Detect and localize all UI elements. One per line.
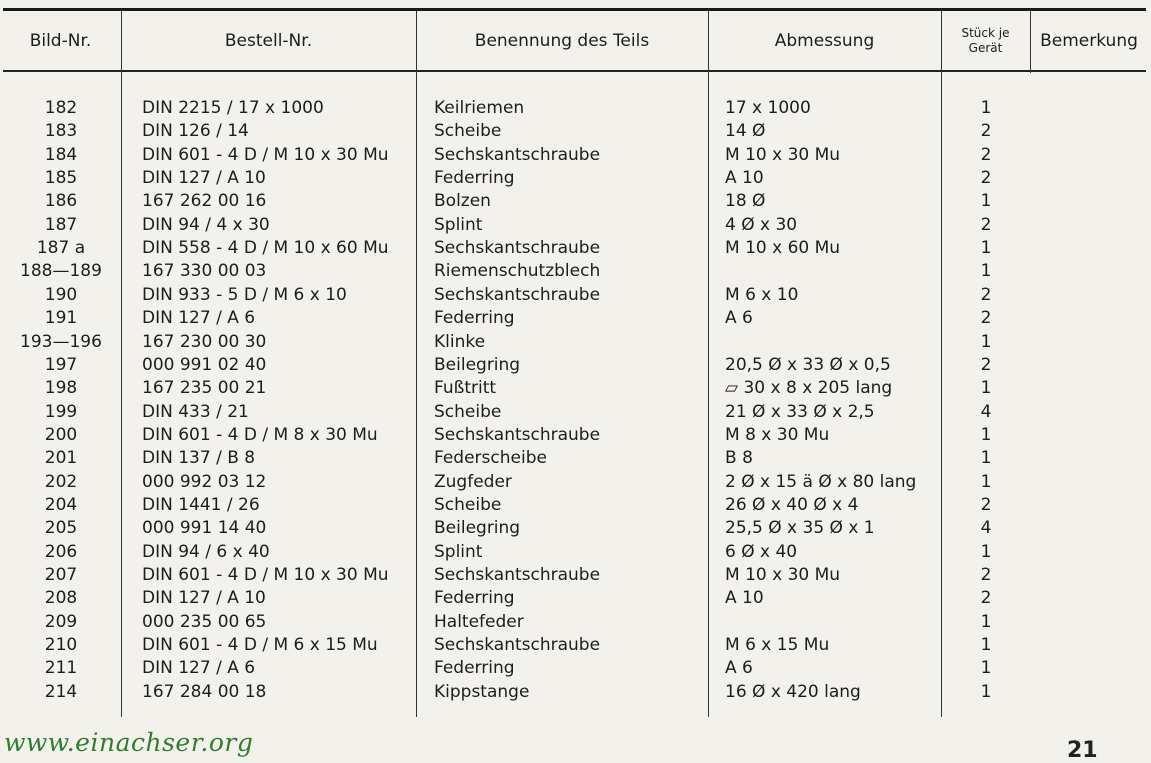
cell-bestell-nr: DIN 601 - 4 D / M 10 x 30 Mu: [142, 144, 389, 165]
table-row: [0, 191, 1151, 214]
cell-bestell-nr: DIN 2215 / 17 x 1000: [142, 98, 324, 118]
cell-bestell-nr: 000 991 02 40: [142, 354, 267, 375]
cell-bild-nr: 200: [44, 424, 78, 445]
cell-benennung: Fußtritt: [434, 378, 497, 399]
cell-abmessung: A 10: [725, 588, 764, 609]
page-number: 21: [1067, 738, 1098, 763]
cell-stueck: 1: [980, 471, 992, 492]
cell-bild-nr: 190: [44, 284, 78, 305]
table-row: [0, 378, 1151, 401]
table-row: [0, 425, 1151, 448]
cell-benennung: Klinke: [434, 331, 486, 352]
cell-bild-nr: 187 a: [36, 238, 86, 259]
cell-stueck: 1: [980, 238, 992, 259]
cell-abmessung: M 6 x 15 Mu: [725, 635, 830, 656]
cell-bestell-nr: 000 992 03 12: [142, 471, 267, 492]
table-row: [0, 145, 1151, 168]
cell-benennung: Scheibe: [434, 494, 502, 515]
cell-bestell-nr: DIN 601 - 4 D / M 6 x 15 Mu: [142, 635, 378, 656]
cell-bestell-nr: 167 330 00 03: [142, 261, 267, 282]
cell-bild-nr: 187: [44, 214, 78, 235]
cell-abmessung: 20,5 Ø x 33 Ø x 0,5: [725, 354, 891, 375]
cell-abmessung: M 10 x 30 Mu: [725, 565, 841, 585]
cell-bild-nr: 206: [44, 541, 78, 562]
table-row: [0, 238, 1151, 261]
table-row: [0, 261, 1151, 284]
cell-abmessung: 16 Ø x 420 lang: [725, 681, 861, 702]
table-row: [0, 612, 1151, 635]
cell-stueck: 4: [980, 518, 992, 539]
cell-stueck: 2: [980, 144, 992, 165]
cell-benennung: Federring: [434, 658, 515, 679]
table-top-rule: [3, 8, 1146, 11]
cell-bestell-nr: DIN 137 / B 8: [142, 448, 256, 469]
cell-bild-nr: 209: [44, 611, 78, 632]
cell-bild-nr: 205: [44, 518, 78, 539]
cell-bestell-nr: 167 230 00 30: [142, 331, 267, 352]
cell-stueck: 1: [980, 611, 992, 632]
table-row: [0, 565, 1151, 588]
cell-benennung: Sechskantschraube: [434, 144, 601, 165]
cell-stueck: 1: [980, 191, 992, 212]
header-stueck-line2: Gerät: [968, 41, 1003, 55]
cell-benennung: Kippstange: [434, 681, 530, 702]
cell-stueck: 2: [980, 494, 992, 515]
cell-bild-nr: 193—196: [20, 331, 102, 352]
cell-abmessung: 14 Ø: [725, 121, 766, 142]
header-bemerkung: Bemerkung: [1040, 31, 1138, 51]
cell-bild-nr: 184: [44, 144, 78, 165]
cell-benennung: Splint: [434, 214, 483, 235]
table-row: [0, 285, 1151, 308]
cell-stueck: 1: [980, 541, 992, 562]
cell-bild-nr: 204: [44, 494, 78, 515]
cell-bild-nr: 202: [44, 471, 78, 492]
cell-bild-nr: 188—189: [20, 261, 102, 282]
header-benennung: Benennung des Teils: [474, 31, 650, 51]
watermark-url: www.einachser.org: [4, 728, 254, 757]
cell-abmessung: A 6: [725, 658, 753, 679]
cell-abmessung: 21 Ø x 33 Ø x 2,5: [725, 401, 875, 422]
cell-stueck: 2: [980, 354, 992, 375]
cell-bestell-nr: DIN 127 / A 10: [142, 588, 266, 609]
cell-bestell-nr: 000 235 00 65: [142, 611, 267, 632]
cell-abmessung: 6 Ø x 40: [725, 541, 798, 562]
cell-bestell-nr: DIN 127 / A 6: [142, 658, 256, 679]
table-row: [0, 542, 1151, 565]
cell-bild-nr: 199: [44, 401, 78, 422]
table-row: [0, 402, 1151, 425]
cell-bild-nr: 201: [44, 448, 78, 469]
cell-stueck: 1: [980, 658, 992, 679]
cell-benennung: Bolzen: [434, 191, 491, 212]
cell-bild-nr: 207: [44, 565, 78, 585]
cell-abmessung: 26 Ø x 40 Ø x 4: [725, 494, 859, 515]
table-row: [0, 472, 1151, 495]
cell-bild-nr: 191: [44, 308, 78, 329]
cell-bild-nr: 211: [44, 658, 78, 679]
cell-bestell-nr: DIN 601 - 4 D / M 10 x 30 Mu: [142, 565, 389, 585]
header-bestell-nr: Bestell-Nr.: [224, 31, 313, 51]
cell-abmessung: B 8: [725, 448, 753, 469]
cell-benennung: Riemenschutzblech: [434, 261, 601, 282]
table-row: [0, 308, 1151, 331]
cell-bild-nr: 214: [44, 681, 78, 702]
cell-abmessung: 25,5 Ø x 35 Ø x 1: [725, 518, 875, 539]
cell-abmessung: 2 Ø x 15 ä Ø x 80 lang: [725, 471, 917, 492]
table-row: [0, 332, 1151, 355]
cell-benennung: Sechskantschraube: [434, 238, 601, 259]
table-row: [0, 355, 1151, 378]
cell-bestell-nr: 167 262 00 16: [142, 191, 267, 212]
cell-bild-nr: 210: [44, 635, 78, 656]
header-bild-nr: Bild-Nr.: [29, 31, 92, 51]
cell-abmessung: M 10 x 60 Mu: [725, 238, 841, 259]
header-bottom-rule: [3, 70, 1146, 72]
cell-bild-nr: 198: [44, 378, 78, 399]
cell-benennung: Scheibe: [434, 121, 502, 142]
cell-benennung: Sechskantschraube: [434, 635, 601, 656]
cell-benennung: Federring: [434, 168, 515, 189]
header-abmessung: Abmessung: [774, 31, 875, 51]
cell-bestell-nr: 167 284 00 18: [142, 681, 267, 702]
cell-stueck: 1: [980, 681, 992, 702]
cell-bestell-nr: 000 991 14 40: [142, 518, 267, 539]
cell-bild-nr: 182: [44, 98, 78, 118]
table-row: [0, 448, 1151, 471]
cell-bestell-nr: DIN 94 / 6 x 40: [142, 541, 270, 562]
cell-benennung: Federscheibe: [434, 448, 547, 469]
header-stueck-line1: Stück je: [961, 26, 1010, 40]
table-row: [0, 635, 1151, 658]
cell-stueck: 1: [980, 448, 992, 469]
cell-bestell-nr: DIN 601 - 4 D / M 8 x 30 Mu: [142, 424, 378, 445]
cell-stueck: 4: [980, 401, 992, 422]
table-row: [0, 98, 1151, 121]
cell-bild-nr: 183: [44, 121, 78, 142]
table-row: [0, 168, 1151, 191]
cell-stueck: 2: [980, 168, 992, 189]
cell-benennung: Beilegring: [434, 354, 521, 375]
cell-bestell-nr: DIN 933 - 5 D / M 6 x 10: [142, 284, 347, 305]
cell-abmessung: 17 x 1000: [725, 98, 811, 118]
cell-bestell-nr: DIN 558 - 4 D / M 10 x 60 Mu: [142, 238, 389, 259]
cell-abmessung: A 6: [725, 308, 753, 329]
table-row: [0, 495, 1151, 518]
cell-benennung: Beilegring: [434, 518, 521, 539]
cell-bestell-nr: DIN 94 / 4 x 30: [142, 214, 270, 235]
cell-abmessung: 18 Ø: [725, 191, 766, 212]
cell-bestell-nr: DIN 433 / 21: [142, 401, 249, 422]
cell-benennung: Sechskantschraube: [434, 424, 601, 445]
cell-abmessung: 4 Ø x 30: [725, 214, 798, 235]
table-row: [0, 215, 1151, 238]
cell-bild-nr: 185: [44, 168, 78, 189]
cell-abmessung: M 10 x 30 Mu: [725, 144, 841, 165]
cell-benennung: Haltefeder: [434, 611, 524, 632]
cell-abmessung: M 6 x 10: [725, 284, 799, 305]
cell-bestell-nr: DIN 127 / A 10: [142, 168, 266, 189]
header-stueck-je-geraet: [941, 12, 1030, 70]
cell-abmessung: ▱ 30 x 8 x 205 lang: [725, 378, 893, 399]
cell-stueck: 2: [980, 121, 992, 142]
table-row: [0, 518, 1151, 541]
cell-stueck: 1: [980, 261, 992, 282]
cell-stueck: 2: [980, 308, 992, 329]
table-row: [0, 682, 1151, 705]
cell-benennung: Scheibe: [434, 401, 502, 422]
cell-bestell-nr: DIN 1441 / 26: [142, 494, 260, 515]
cell-stueck: 1: [980, 378, 992, 399]
cell-bestell-nr: DIN 126 / 14: [142, 121, 249, 142]
cell-stueck: 2: [980, 565, 992, 585]
cell-benennung: Federring: [434, 588, 515, 609]
cell-abmessung: A 10: [725, 168, 764, 189]
cell-stueck: 1: [980, 331, 992, 352]
cell-bestell-nr: 167 235 00 21: [142, 378, 267, 399]
cell-stueck: 2: [980, 284, 992, 305]
cell-benennung: Federring: [434, 308, 515, 329]
cell-stueck: 2: [980, 588, 992, 609]
cell-benennung: Sechskantschraube: [434, 284, 601, 305]
cell-benennung: Keilriemen: [434, 98, 525, 118]
table-row: [0, 588, 1151, 611]
table-row: [0, 658, 1151, 681]
cell-benennung: Sechskantschraube: [434, 565, 601, 585]
cell-stueck: 1: [980, 424, 992, 445]
cell-bestell-nr: DIN 127 / A 6: [142, 308, 256, 329]
cell-stueck: 1: [980, 98, 992, 118]
cell-abmessung: M 8 x 30 Mu: [725, 424, 830, 445]
cell-bild-nr: 186: [44, 191, 78, 212]
cell-benennung: Zugfeder: [434, 471, 512, 492]
cell-bild-nr: 208: [44, 588, 78, 609]
cell-benennung: Splint: [434, 541, 483, 562]
cell-stueck: 2: [980, 214, 992, 235]
cell-stueck: 1: [980, 635, 992, 656]
table-row: [0, 121, 1151, 144]
cell-bild-nr: 197: [44, 354, 78, 375]
